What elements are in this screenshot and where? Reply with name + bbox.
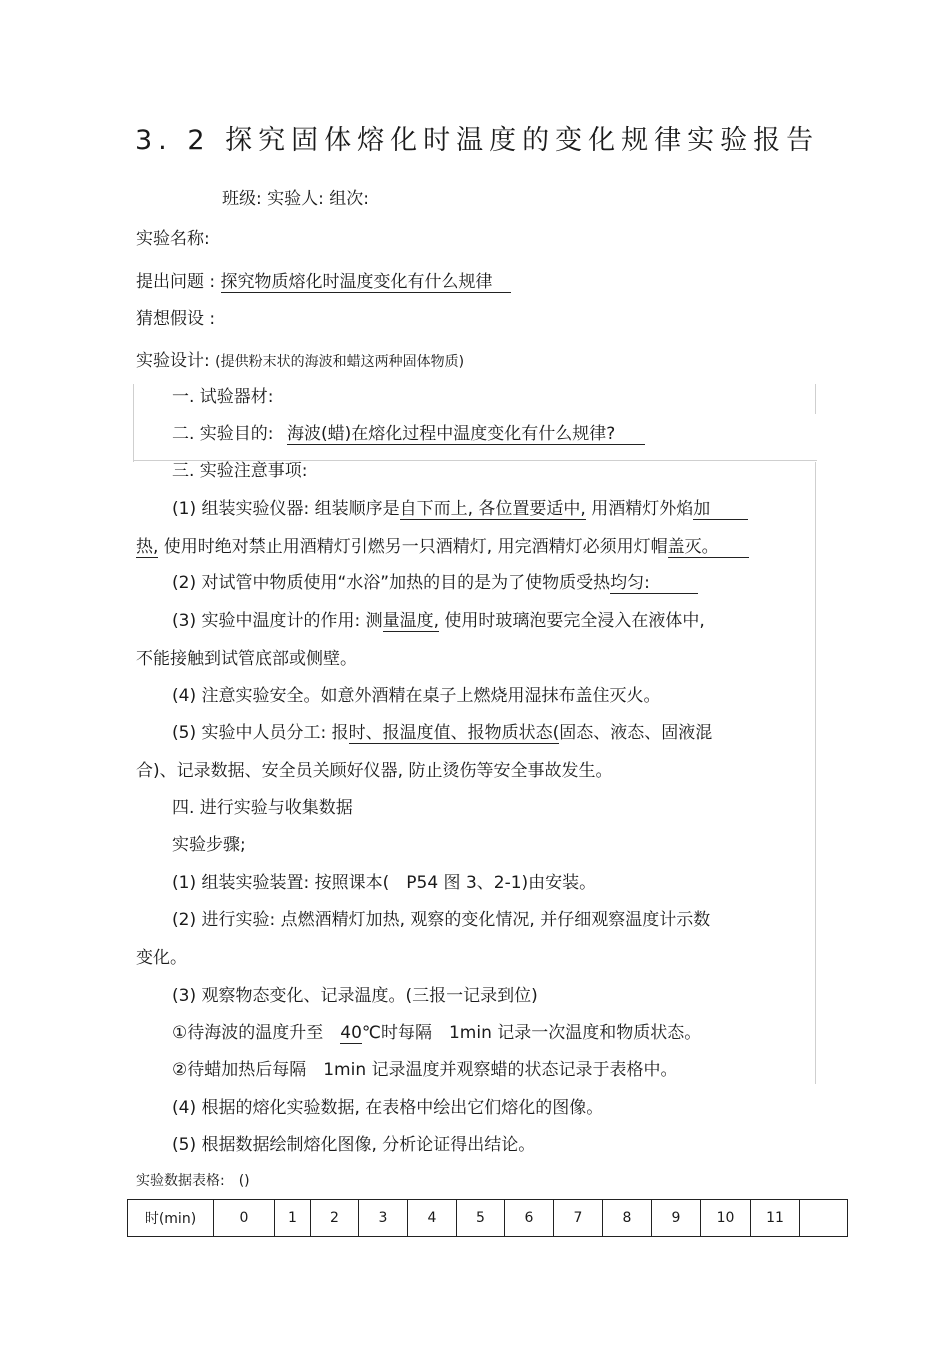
design-label: 实验设计: [136,351,210,371]
section-4: 四. 进行实验与收集数据 [172,798,353,818]
table-cell: 5 [457,1200,505,1237]
step-3-1-c: ℃时每隔 1min 记录一次温度和物质状态。 [361,1023,702,1043]
table-row [128,1200,848,1237]
step-5: (5) 根据数据绘制熔化图像, 分析论证得出结论。 [172,1135,536,1155]
step-1: (1) 组装实验装置: 按照课本( P54 图 3、2-1)由安装。 [172,873,597,893]
step-3-2: ②待蜡加热后每隔 1min 记录温度并观察蜡的状态记录于表格中。 [172,1060,678,1080]
table-cell [800,1200,848,1237]
table-cell: 1 [275,1200,311,1237]
design-line [136,350,464,373]
data-table [127,1199,848,1237]
section-2 [172,423,645,445]
question-label: 提出问题 : [136,272,221,292]
note-1-c: 用酒精灯外焰 [585,499,694,519]
table-cell: 3 [359,1200,408,1237]
table-cell: 4 [408,1200,457,1237]
question-text: 探究物质熔化时温度变化有什么规律 [221,272,511,293]
note-1-a: (1) 组装实验仪器: 组装顺序是 [172,499,400,519]
note-3-c: 使用时玻璃泡要完全浸入在液体中, [439,611,705,631]
note-5-a: (5) 实验中人员分工: 报 [172,723,349,743]
steps-label: 实验步骤; [172,835,246,855]
step-2-line-1: (2) 进行实验: 点燃酒精灯加热, 观察的变化情况, 并仔细观察温度计示数 [172,910,711,930]
step-3: (3) 观察物态变化、记录温度。(三报一记录到位) [172,986,538,1006]
frame-right-line-2 [815,462,816,1084]
section-3: 三. 实验注意事项: [172,461,308,481]
question-line [136,271,511,293]
table-cell: 2 [311,1200,359,1237]
section-2-text: 海波(蜡)在熔化过程中温度变化有什么规律? [287,424,645,445]
note-1-line-1 [172,498,748,520]
section-1: 一. 试验器材: [172,387,274,407]
note-1-d: 加 [693,499,748,520]
note-3-b: 量温度, [382,611,440,631]
header-line: 班级: 实验人: 组次: [222,189,369,209]
note-1-line-2 [136,536,749,558]
note-3-a: (3) 实验中温度计的作用: 测 [172,611,383,631]
note-4: (4) 注意实验安全。如意外酒精在桌子上燃烧用湿抹布盖住灭火。 [172,686,661,706]
experiment-name: 实验名称: [136,229,210,249]
note-2 [172,572,698,594]
note-5-line-2: 合)、记录数据、安全员关顾好仪器, 防止烫伤等安全事故发生。 [136,761,613,781]
section-2-label: 二. 实验目的: [172,424,274,444]
step-2-line-2: 变化。 [136,948,187,968]
note-5-b: 时、报温度值、报物质状态( [348,723,560,743]
frame-right-line [815,384,816,414]
frame-left-line [133,384,134,462]
table-cell: 0 [214,1200,275,1237]
table-caption: 实验数据表格: () [136,1173,250,1189]
table-cell: 9 [652,1200,701,1237]
step-3-1-a: ①待海波的温度升至 [172,1023,341,1043]
design-note: (提供粉末状的海波和蜡这两种固体物质) [215,354,465,370]
note-1-b: 自下而上, 各位置要适中, [399,499,586,519]
note-2-b: 均匀: [610,573,698,594]
table-cell: 7 [554,1200,603,1237]
note-5-line-1 [172,722,712,744]
table-cell: 6 [505,1200,554,1237]
note-3-line-2: 不能接触到试管底部或侧壁。 [136,649,357,669]
note-5-c: 固态、液态、固液混 [559,723,713,743]
document-title: 3. 2 探究固体熔化时温度的变化规律实验报告 [135,125,820,156]
step-3-1 [172,1022,701,1044]
table-cell: 11 [751,1200,800,1237]
note-1-e: 热, [136,537,159,557]
step-3-1-b: 40 [340,1023,362,1043]
hypothesis: 猜想假设 : [136,309,216,329]
note-2-a: (2) 对试管中物质使用“水浴”加热的目的是为了使物质受热 [172,573,611,593]
note-1-f: 使用时绝对禁止用酒精灯引燃另一只酒精灯, 用完酒精灯必须用灯帽 [158,537,668,557]
step-4: (4) 根据的熔化实验数据, 在表格中绘出它们熔化的图像。 [172,1098,604,1118]
note-1-g: 盖灭。 [668,537,749,558]
note-3-line-1 [172,610,705,632]
table-cell: 10 [701,1200,751,1237]
table-row-header: 时(min) [128,1200,214,1237]
table-cell: 8 [603,1200,652,1237]
